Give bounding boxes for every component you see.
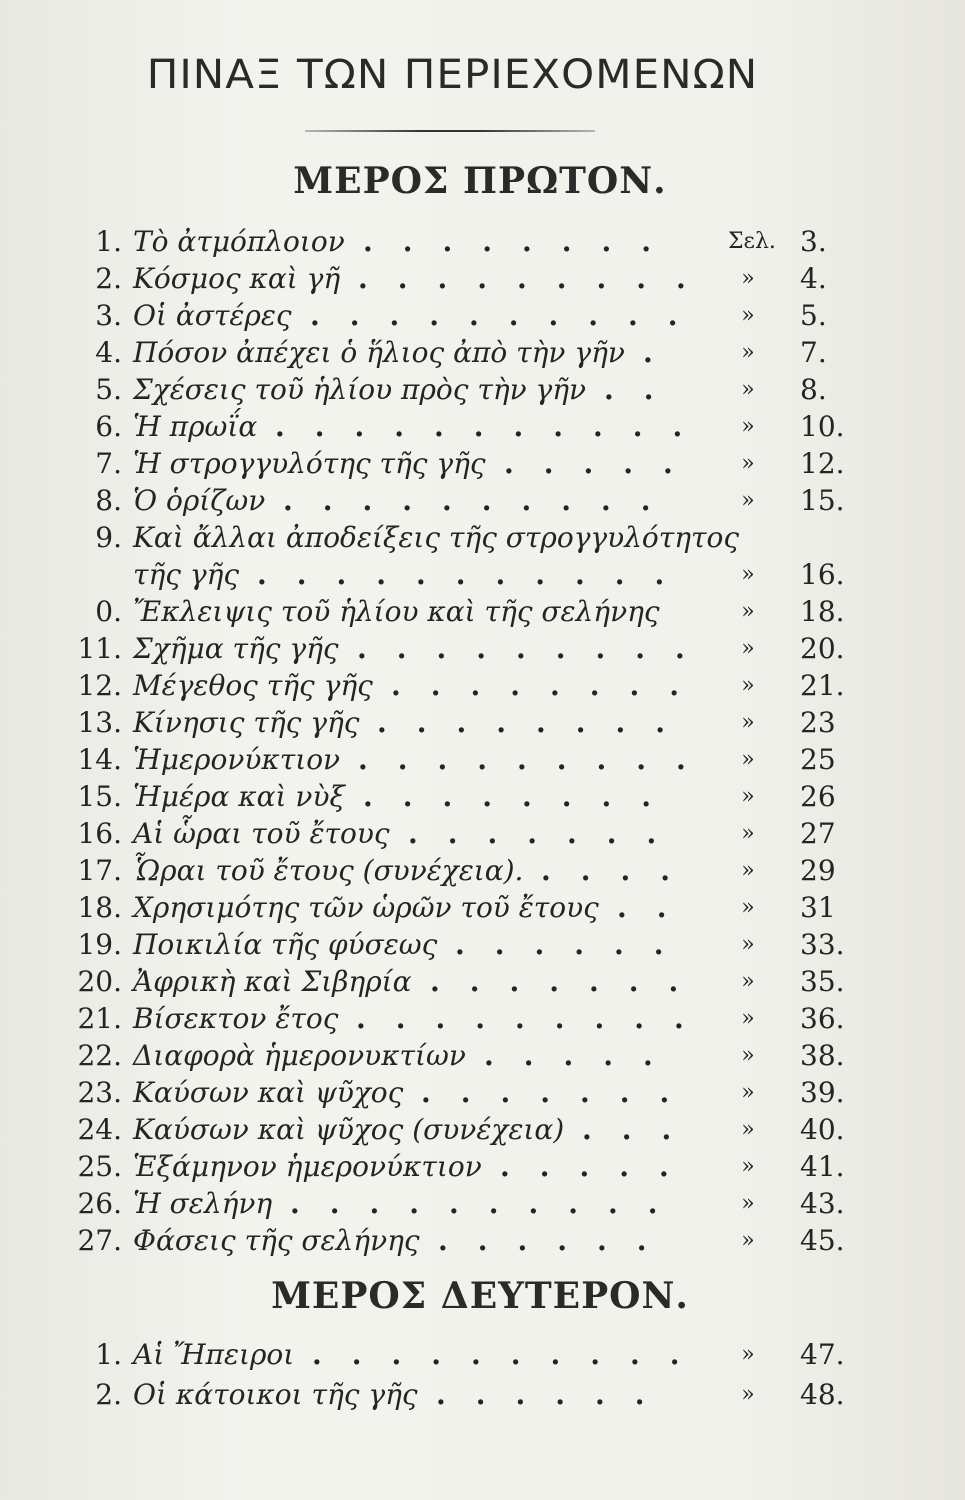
leader-dots: ........... <box>257 558 695 591</box>
toc-entry <box>0 1036 965 1076</box>
toc-entry-marker: » <box>741 266 755 291</box>
toc-entry-number: 22. <box>77 1039 122 1072</box>
toc-entry <box>0 444 965 484</box>
toc-entry-title: Ἡμέρα καὶ νὺξ <box>133 780 345 813</box>
leader-dots: ....... <box>430 965 709 998</box>
toc-entry <box>0 851 965 891</box>
toc-entry-number: 1. <box>95 225 122 258</box>
toc-entry-marker: » <box>741 932 755 957</box>
leader-dots: ...... <box>436 1378 675 1411</box>
leader-dots: ......... <box>358 743 716 776</box>
toc-entry-number: 25. <box>77 1150 122 1183</box>
toc-entry-page: 12. <box>800 447 845 480</box>
toc-entry-marker: » <box>741 673 755 698</box>
toc-entry-number: 20. <box>77 965 122 998</box>
toc-entry <box>0 518 965 558</box>
toc-entry <box>0 592 965 632</box>
toc-entry-title: Σχῆμα τῆς γῆς <box>133 632 339 665</box>
toc-entry-title: Οἱ κάτοικοι τῆς γῆς <box>133 1378 418 1411</box>
toc-entry-title: Καύσων καὶ ψῦχος (συνέχεια) <box>133 1113 565 1146</box>
toc-entry-number: 14. <box>77 743 122 776</box>
toc-entry-title: Φάσεις τῆς σελήνης <box>133 1224 420 1257</box>
leader-dots: . <box>643 336 683 369</box>
toc-entry-page: 36. <box>800 1002 845 1035</box>
toc-entry-number: 26. <box>77 1187 122 1220</box>
toc-entry <box>0 1184 965 1224</box>
toc-entry-title: Βίσεκτον ἔτος <box>133 1002 339 1035</box>
toc-entry-marker: Σελ. <box>728 229 776 254</box>
toc-entry-title: Ἑξάμηνον ἡμερονύκτιον <box>133 1150 482 1183</box>
leader-dots: ........ <box>391 669 709 702</box>
toc-entry-number: 1. <box>95 1338 122 1371</box>
toc-entry-marker: » <box>741 1342 755 1367</box>
toc-entry-page: 8. <box>800 373 827 406</box>
toc-entry-page: 33. <box>800 928 845 961</box>
toc-entry-number: 16. <box>77 817 122 850</box>
leader-dots: .......... <box>290 1187 688 1220</box>
leader-dots: ..... <box>504 447 703 480</box>
toc-entry <box>0 962 965 1002</box>
toc-entry <box>0 888 965 928</box>
leader-dots: ...... <box>455 928 694 961</box>
toc-entry-page: 21. <box>800 669 845 702</box>
leader-dots: .......... <box>283 484 681 517</box>
toc-entry-number: 23. <box>77 1076 122 1109</box>
toc-entry-marker: » <box>741 488 755 513</box>
toc-entry-number: 24. <box>77 1113 122 1146</box>
toc-entry <box>0 703 965 743</box>
toc-entry-page: 45. <box>800 1224 845 1257</box>
toc-entry-number: 7. <box>95 447 122 480</box>
leader-dots: ...... <box>438 1224 677 1257</box>
leader-dots: .. <box>617 891 697 924</box>
toc-entry-title: Καὶ ἄλλαι ἀποδείξεις τῆς στρογγυλότητος <box>133 521 740 554</box>
leader-dots: ........ <box>363 225 681 258</box>
toc-entry-number: 19. <box>77 928 122 961</box>
toc-entry <box>0 296 965 336</box>
toc-entry <box>0 740 965 780</box>
leader-dots: ......... <box>357 632 715 665</box>
toc-entry-title: Χρησιμότης τῶν ὡρῶν τοῦ ἔτους <box>133 891 599 924</box>
toc-entry-title: Διαφορὰ ἡμερονυκτίων <box>133 1039 466 1072</box>
toc-entry-page: 20. <box>800 632 845 665</box>
toc-entry-page: 40. <box>800 1113 845 1146</box>
toc-entry-marker: » <box>741 414 755 439</box>
toc-entry-number: 27. <box>77 1224 122 1257</box>
toc-entry-marker: » <box>741 821 755 846</box>
toc-entry-marker: » <box>741 1154 755 1179</box>
toc-entry <box>0 407 965 447</box>
toc-entry-number: 21. <box>77 1002 122 1035</box>
toc-entry-marker: » <box>741 599 755 624</box>
toc-entry-page: 5. <box>800 299 827 332</box>
toc-entry-marker: » <box>741 451 755 476</box>
toc-entry-page: 31 <box>800 891 836 924</box>
toc-entry-title: τῆς γῆς <box>133 558 240 591</box>
toc-entry-number: 3. <box>95 299 122 332</box>
toc-entry-title: Ἡ πρωΐα <box>133 410 258 443</box>
toc-entry <box>0 1147 965 1187</box>
toc-entry <box>0 1073 965 1113</box>
toc-entry-marker: » <box>741 1043 755 1068</box>
toc-entry-page: 27 <box>800 817 836 850</box>
toc-entry <box>0 1110 965 1150</box>
toc-entry-marker: » <box>741 1191 755 1216</box>
leader-dots: .......... <box>310 299 708 332</box>
toc-entry-page: 43. <box>800 1187 845 1220</box>
toc-entry-page: 47. <box>800 1338 845 1371</box>
toc-entry-title: Μέγεθος τῆς γῆς <box>133 669 373 702</box>
toc-entry <box>0 222 965 262</box>
toc-entry-number: 2. <box>95 1378 122 1411</box>
part-heading-first: ΜΕΡΟΣ ΠΡΩΤΟΝ. <box>293 160 667 202</box>
toc-entry-number: 8. <box>95 484 122 517</box>
toc-entry-number: 11. <box>77 632 122 665</box>
toc-entry-page: 7. <box>800 336 827 369</box>
toc-entry-number: 12. <box>77 669 122 702</box>
toc-entry <box>0 666 965 706</box>
toc-entry-page: 48. <box>800 1378 845 1411</box>
toc-entry-page: 39. <box>800 1076 845 1109</box>
toc-entry-title: Κόσμος καὶ γῆ <box>133 262 341 295</box>
toc-entry-page: 15. <box>800 484 845 517</box>
toc-entry-title: Ἡ σελήνη <box>133 1187 273 1220</box>
toc-entry-page: 25 <box>800 743 836 776</box>
toc-entry-number: 0. <box>95 595 122 628</box>
toc-entry-title: Τὸ ἀτμόπλοιον <box>133 225 345 258</box>
toc-entry-marker: » <box>741 1228 755 1253</box>
toc-entry-marker: » <box>741 1117 755 1142</box>
toc-entry <box>0 629 965 669</box>
toc-entry-marker: » <box>741 562 755 587</box>
toc-entry-page: 35. <box>800 965 845 998</box>
toc-entry-title: Καύσων καὶ ψῦχος <box>133 1076 404 1109</box>
toc-entry-title: Αἱ Ἤπειροι <box>133 1338 295 1371</box>
leader-dots: ....... <box>421 1076 700 1109</box>
toc-entry-title: Ἀφρικὴ καὶ Σιβηρία <box>133 965 412 998</box>
toc-entry <box>0 777 965 817</box>
part-heading-second: ΜΕΡΟΣ ΔΕΥΤΕΡΟΝ. <box>271 1275 689 1317</box>
page-title: ΠΙΝΑΞ ΤΩΝ ΠΕΡΙΕΧΟΜΕΝΩΝ <box>146 52 759 98</box>
toc-entry <box>0 1335 965 1375</box>
toc-entry-page: 29 <box>800 854 836 887</box>
toc-entry-marker: » <box>741 636 755 661</box>
toc-entry-page: 41. <box>800 1150 845 1183</box>
toc-entry-title: Αἱ ὧραι τοῦ ἔτους <box>133 817 390 850</box>
toc-entry-number: 18. <box>77 891 122 924</box>
toc-entry <box>0 925 965 965</box>
toc-entry-number: 4. <box>95 336 122 369</box>
toc-entry <box>0 370 965 410</box>
toc-entry <box>0 333 965 373</box>
toc-entry-page: 23 <box>800 706 836 739</box>
toc-entry-page: 3. <box>800 225 827 258</box>
toc-entry-title: Ποικιλία τῆς φύσεως <box>133 928 438 961</box>
toc-entry-marker: » <box>741 377 755 402</box>
toc-entry-title: Ἔκλειψις τοῦ ἡλίου καὶ τῆς σελήνης <box>133 595 660 628</box>
toc-entry-page: 10. <box>800 410 845 443</box>
toc-entry-number: 13. <box>77 706 122 739</box>
toc-entry-number: 5. <box>95 373 122 406</box>
toc-entry <box>0 259 965 299</box>
toc-entry-title: Ὁ ὁρίζων <box>133 484 266 517</box>
toc-entry-marker: » <box>741 1382 755 1407</box>
toc-entry-title: Ὧραι τοῦ ἔτους (συνέχεια). <box>133 854 524 887</box>
toc-entry-title: Οἱ ἀστέρες <box>133 299 292 332</box>
toc-entry <box>0 814 965 854</box>
toc-entry-marker: » <box>741 1080 755 1105</box>
leader-dots: ........ <box>363 780 681 813</box>
leader-dots: ........ <box>377 706 695 739</box>
leader-dots: .. <box>604 373 684 406</box>
toc-entry-marker: » <box>741 747 755 772</box>
leader-dots: ... <box>582 1113 702 1146</box>
toc-entry-marker: » <box>741 969 755 994</box>
leader-dots: .... <box>541 854 700 887</box>
toc-entry-title: Ἡ στρογγυλότης τῆς γῆς <box>133 447 486 480</box>
toc-entry-page: 18. <box>800 595 845 628</box>
toc-entry-page: 16. <box>800 558 845 591</box>
leader-dots: ....... <box>408 817 687 850</box>
toc-entry-marker: » <box>741 340 755 365</box>
toc-entry-number: 17. <box>77 854 122 887</box>
toc-entry <box>0 1375 965 1415</box>
toc-entry-marker: » <box>741 895 755 920</box>
leader-dots: ......... <box>356 1002 714 1035</box>
toc-entry-title: Ἡμερονύκτιον <box>133 743 341 776</box>
toc-entry-number: 2. <box>95 262 122 295</box>
toc-entry-marker: » <box>741 784 755 809</box>
toc-entry-page: 4. <box>800 262 827 295</box>
leader-dots: ......... <box>358 262 716 295</box>
toc-entry-marker: » <box>741 303 755 328</box>
toc-entry <box>0 555 965 595</box>
toc-entry-number: 15. <box>77 780 122 813</box>
toc-entry-page: 26 <box>800 780 836 813</box>
leader-dots: ..... <box>484 1039 683 1072</box>
toc-entry-marker: » <box>741 858 755 883</box>
leader-dots: .......... <box>312 1338 710 1371</box>
toc-entry-marker: » <box>741 710 755 735</box>
toc-entry-number: 9. <box>95 521 122 554</box>
toc-entry-number: 6. <box>95 410 122 443</box>
toc-entry <box>0 1221 965 1261</box>
toc-entry <box>0 999 965 1039</box>
leader-dots: ..... <box>500 1150 699 1183</box>
leader-dots: ........... <box>275 410 713 443</box>
title-divider <box>305 130 595 132</box>
toc-entry-title: Κίνησις τῆς γῆς <box>133 706 360 739</box>
toc-entry-page: 38. <box>800 1039 845 1072</box>
toc-entry-marker: » <box>741 1006 755 1031</box>
toc-entry-title: Σχέσεις τοῦ ἡλίου πρὸς τὴν γῆν <box>133 373 587 406</box>
toc-entry <box>0 481 965 521</box>
toc-entry-title: Πόσον ἀπέχει ὁ ἥλιος ἀπὸ τὴν γῆν <box>133 336 625 369</box>
